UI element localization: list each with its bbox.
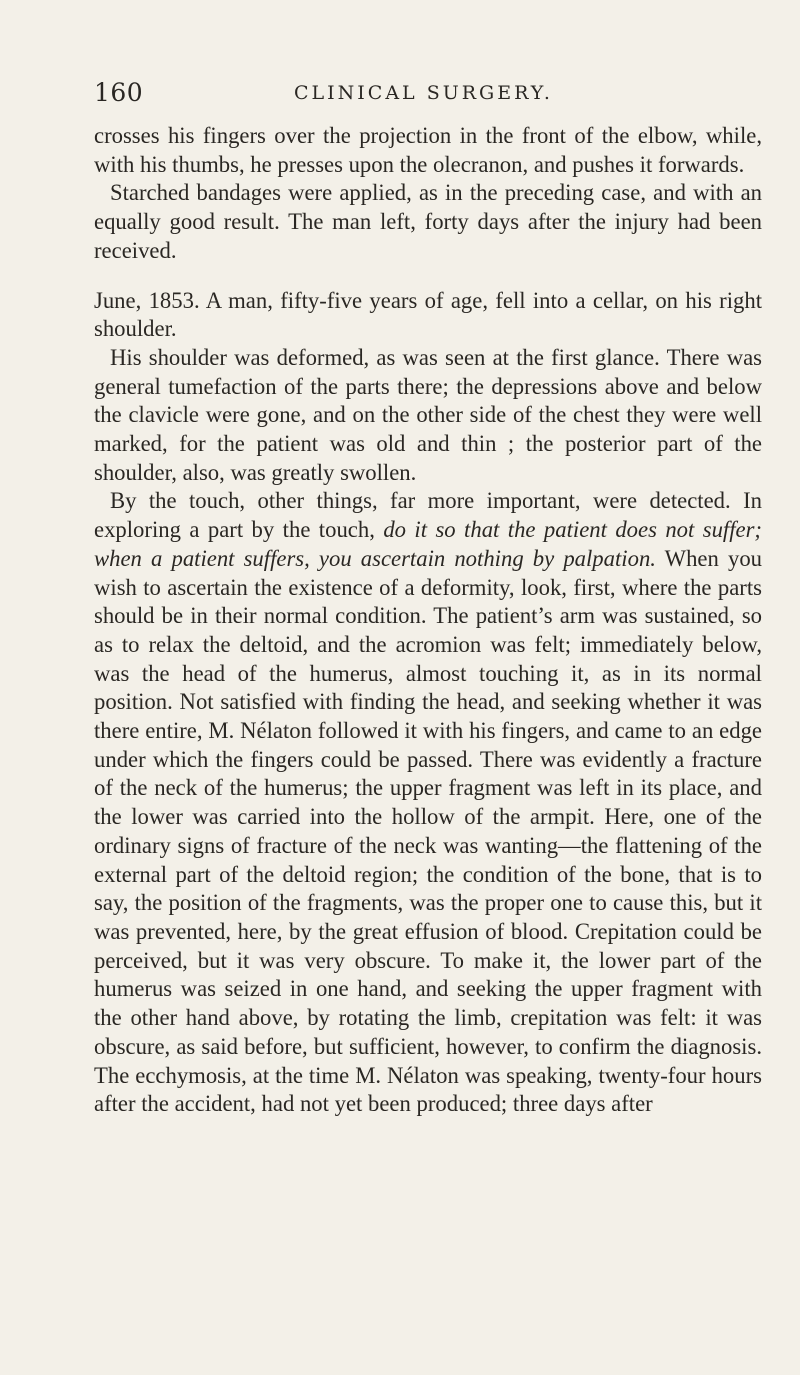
running-head — [94, 78, 762, 118]
paragraph-shoulder-deformed: His shoulder was deformed, as was seen at the first glance. There was general tumefaction of the parts there; the depressions above and below the clavicle were gone, and on the other side of the chest they were well marked, for the patient was old and thin ; the posterior part of the shoulder, also, was greatly swollen. — [94, 344, 762, 485]
examination-text-end: When you wish to ascertain the existence of a deformity, look, first, where the parts should be in their normal condition. The patient’s arm was sustained, so as to relax the deltoid, and the acromion was felt; immediately below, was the head of the humerus, almost touching it, as in its normal position. Not satisfied with finding the head, and seeking whether it was there entire, M. Nélaton followed it with his fingers, and came to an edge under which the fingers could be passed. There was evidently a fracture of the neck of the humerus; the upper fragment was left in its place, and the lower was carried into the hollow of the armpit. Here, one of the ordinary signs of fracture of the neck was wanting—the flattening of the external part of the deltoid region; the condition of the bone, that is to say, the position of the fragments, was the proper one to cause this, but it was prevented, here, by the great effusion of blood. Crepitation could be perceived, but it was very obscure. To make it, the lower part of the humerus was seized in one hand, and seeking the upper fragment with the other hand above, by rotating the limb, crepitation was felt: it was obscure, as said before, but sufficient, however, to confirm the diagnosis. The ecchymosis, at the time M. Nélaton was speaking, twenty-four hours after the accident, had not yet been produced; three days after — [94, 545, 763, 1117]
examination-text-start: By the touch, other things, far more important, were detected. In exploring a part by the touch, — [94, 488, 762, 543]
paragraph-continuation: crosses his fingers over the projection in the front of the elbow, while, with his thumbs, he presses upon the olecranon, and pushes it forwards. — [94, 123, 762, 177]
examination-italic-advice: do it so that the patient does not suffer; when a patient suffers, you ascertain nothing by palpation. — [94, 517, 762, 571]
paragraph-examination — [94, 487, 762, 1118]
page-number: 160 — [94, 78, 144, 107]
running-title: CLINICAL SURGERY. — [294, 82, 553, 104]
section-gap — [94, 266, 762, 287]
paragraph-case-intro: June, 1853. A man, fifty-five years of age, fell into a cellar, on his right shoulder. — [94, 287, 762, 342]
paragraph-bandages: Starched bandages were applied, as in the preceding case, and with an equally good result. The man left, forty days after the injury had been received. — [94, 180, 762, 263]
